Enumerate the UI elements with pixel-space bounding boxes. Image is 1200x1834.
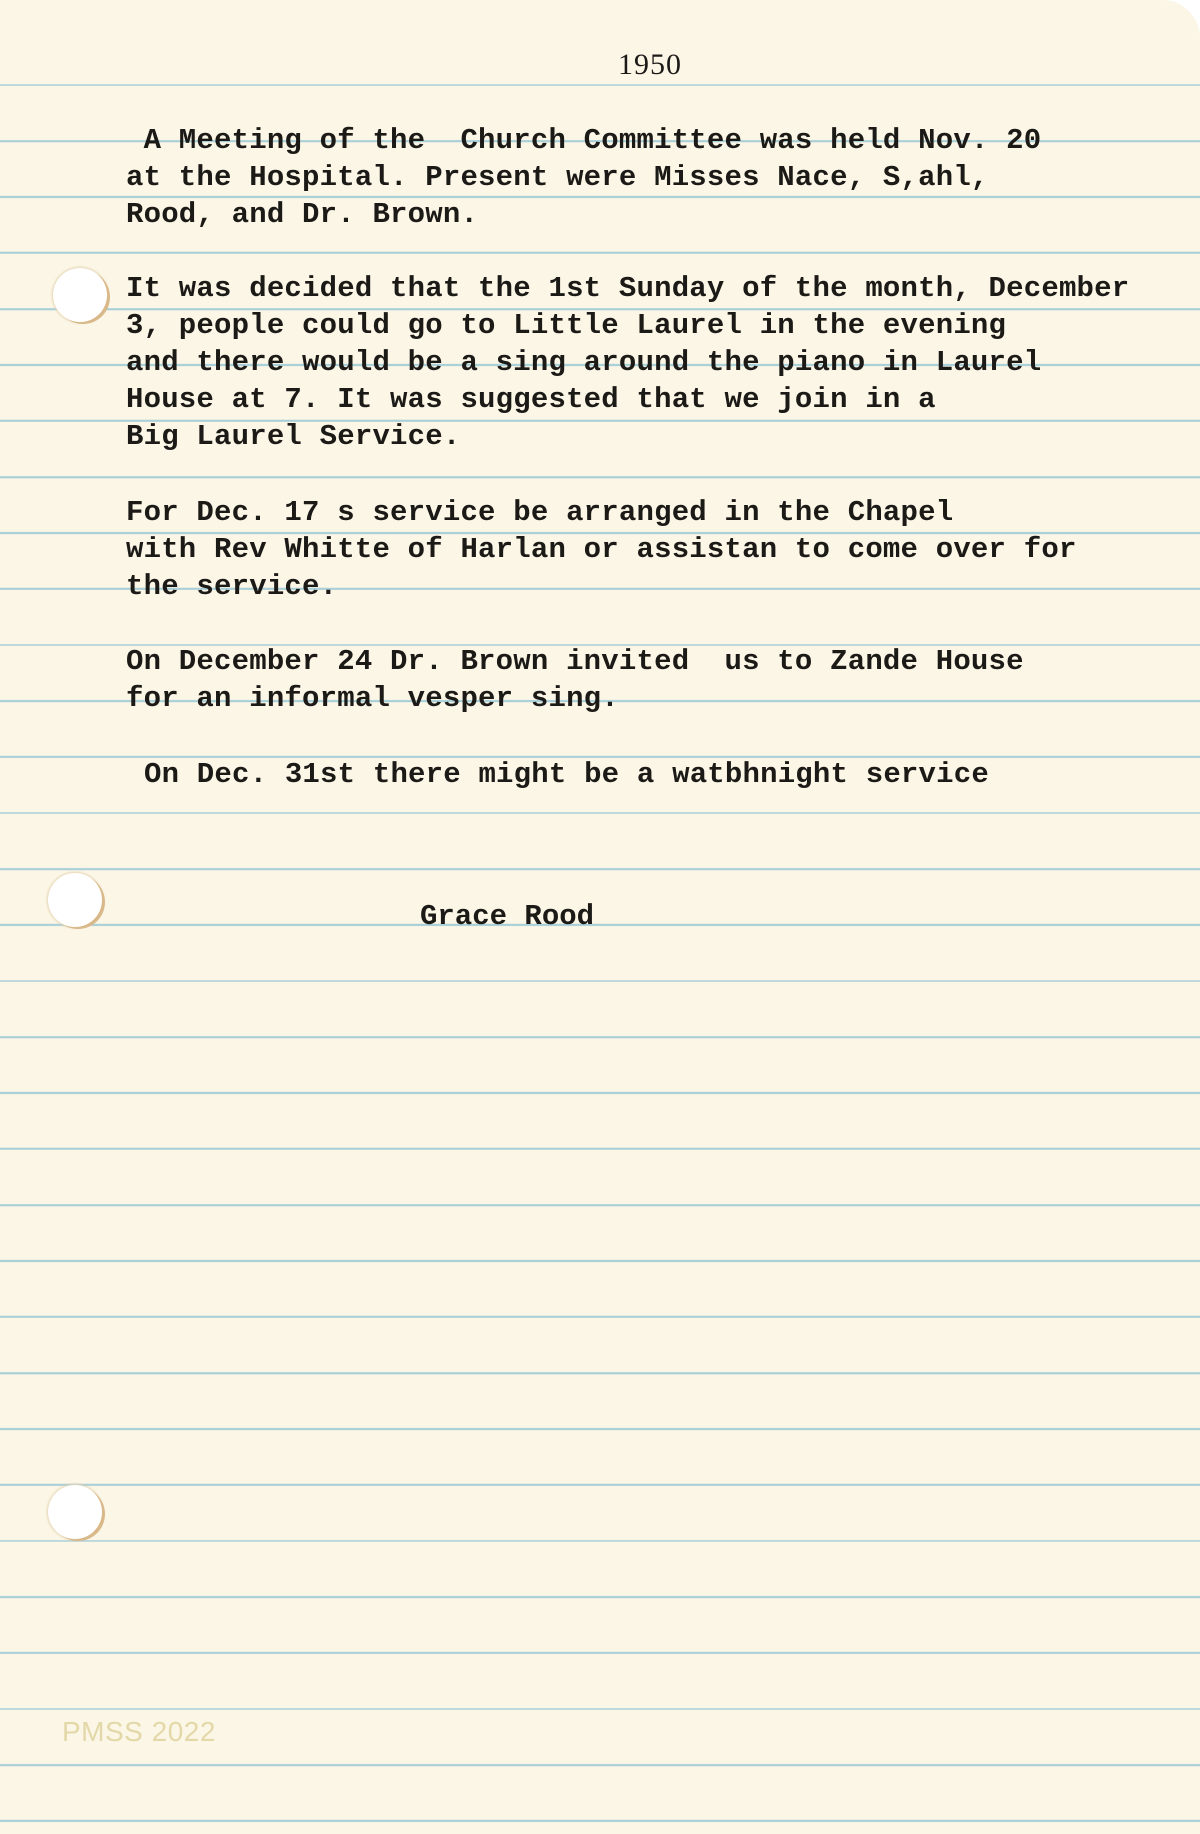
paragraph-december-31: On Dec. 31st there might be a watbhnight service [144, 758, 989, 791]
punch-hole [48, 873, 102, 927]
paragraph-december-17: For Dec. 17 s service be arranged in the Chapel with Rev Whitte of Harlan or assistan to come over for the service. [126, 496, 1077, 603]
paragraph-meeting: A Meeting of the Church Committee was held Nov. 20 at the Hospital. Present were Misses Nace, S,ahl, Rood, and Dr. Brown. [126, 124, 1042, 231]
signature: Grace Rood [420, 900, 595, 933]
watermark: PMSS 2022 [62, 1716, 216, 1747]
punch-hole [53, 268, 107, 322]
paragraph-december-3: It was decided that the 1st Sunday of the month, December 3, people could go to Little Laurel in the evening and there would be a sing around the piano in Laurel House at 7. It was suggested that we join in a Big Laurel Service. [126, 272, 1130, 453]
punch-hole [48, 1485, 102, 1539]
page-year: 1950 [618, 48, 682, 81]
paragraph-december-24: On December 24 Dr. Brown invited us to Zande House for an informal vesper sing. [126, 645, 1024, 715]
